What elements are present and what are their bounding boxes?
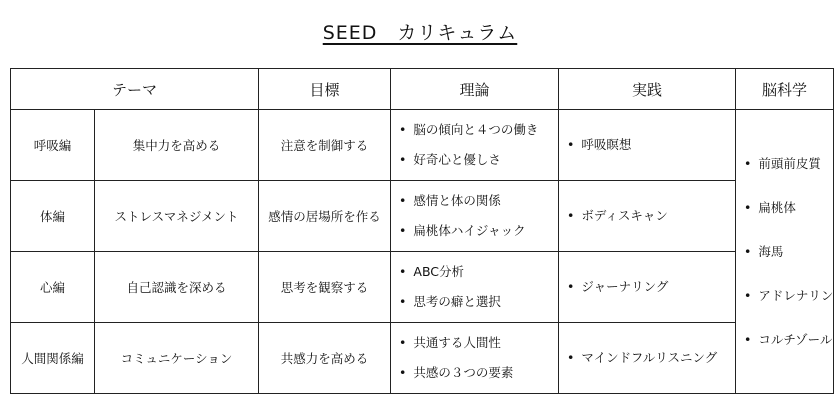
goal-cell: 感情の居場所を作る (259, 181, 391, 252)
theory-cell (391, 252, 559, 323)
list-item: • 扁桃体 (744, 186, 833, 230)
goal-cell: 共感力を高める (259, 323, 391, 394)
header-practice: 実践 (559, 69, 736, 110)
list-item: • 扁桃体ハイジャック (399, 216, 558, 246)
table-row (11, 181, 834, 252)
list-item: • 前頭前皮質 (744, 142, 833, 186)
theory-list (391, 186, 558, 246)
theory-list (391, 115, 558, 175)
curriculum-table (10, 68, 834, 394)
list-item: • コルチゾール (744, 318, 833, 362)
brain-science-list (736, 142, 833, 362)
practice-list (559, 343, 735, 373)
theory-cell (391, 323, 559, 394)
list-item: • 海馬 (744, 230, 833, 274)
table-row (11, 110, 834, 181)
header-theme: テーマ (11, 69, 259, 110)
goal-cell: 思考を観察する (259, 252, 391, 323)
theme-cell: コミュニケーション (95, 323, 259, 394)
section-cell: 呼吸編 (11, 110, 95, 181)
theory-cell (391, 110, 559, 181)
theory-list (391, 328, 558, 388)
practice-cell (559, 252, 736, 323)
practice-cell (559, 181, 736, 252)
practice-list (559, 201, 735, 231)
list-item: • 好奇心と優しさ (399, 145, 558, 175)
practice-list (559, 130, 735, 160)
page-title (0, 18, 840, 45)
theme-cell: ストレスマネジメント (95, 181, 259, 252)
header-row (11, 69, 834, 110)
header-goal: 目標 (259, 69, 391, 110)
section-cell: 人間関係編 (11, 323, 95, 394)
brain-science-cell (736, 110, 834, 394)
list-item: • 脳の傾向と４つの働き (399, 115, 558, 145)
list-item: • ABC分析 (399, 257, 558, 287)
list-item: • 共感の３つの要素 (399, 358, 558, 388)
practice-list (559, 272, 735, 302)
theme-cell: 集中力を高める (95, 110, 259, 181)
section-cell: 心編 (11, 252, 95, 323)
list-item: • 共通する人間性 (399, 328, 558, 358)
practice-cell (559, 323, 736, 394)
list-item: • マインドフルリスニング (567, 343, 735, 373)
table-row (11, 252, 834, 323)
list-item: • 呼吸瞑想 (567, 130, 735, 160)
list-item: • 感情と体の関係 (399, 186, 558, 216)
theory-cell (391, 181, 559, 252)
header-brain-science: 脳科学 (736, 69, 834, 110)
practice-cell (559, 110, 736, 181)
goal-cell: 注意を制御する (259, 110, 391, 181)
list-item: • 思考の癖と選択 (399, 287, 558, 317)
theory-list (391, 257, 558, 317)
list-item: • アドレナリン (744, 274, 833, 318)
table-row (11, 323, 834, 394)
section-cell: 体編 (11, 181, 95, 252)
theme-cell: 自己認識を深める (95, 252, 259, 323)
list-item: • ボディスキャン (567, 201, 735, 231)
page-title-text: SEED カリキュラム (322, 22, 518, 44)
header-theory: 理論 (391, 69, 559, 110)
list-item: • ジャーナリング (567, 272, 735, 302)
